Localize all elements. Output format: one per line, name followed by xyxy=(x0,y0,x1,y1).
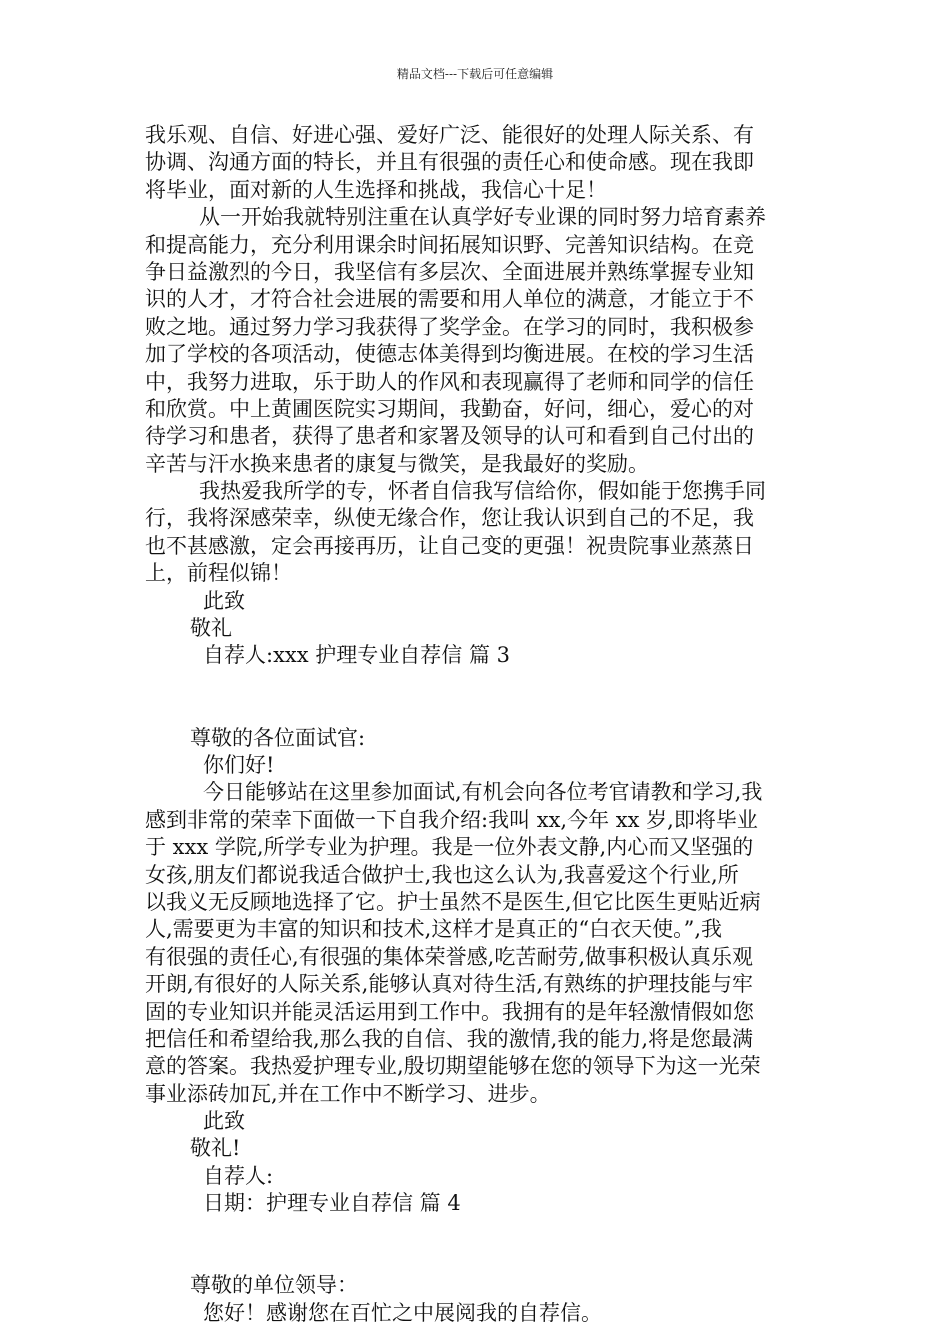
text-line: 把信任和希望给我,那么我的自信、我的激情,我的能力,将是您最满 xyxy=(145,1026,754,1051)
text-line: 固的专业知识并能灵活运用到工作中。我拥有的是年轻激情假如您 xyxy=(145,999,754,1024)
text-line: 待学习和患者，获得了患者和家署及领导的认可和看到自己付出的 xyxy=(145,424,754,449)
text-line: 和提高能力，充分利用课余时间拓展知识野、完善知识结构。在竞 xyxy=(145,232,754,257)
signature-line: 自荐人: xyxy=(203,1163,274,1188)
text-line: 识的人才，才符合社会进展的需要和用人单位的满意，才能立于不 xyxy=(145,287,754,312)
text-line: 意的答案。我热爱护理专业,殷切期望能够在您的领导下为这一光荣 xyxy=(145,1054,761,1079)
text-line: 事业添砖加瓦,并在工作中不断学习、进步。 xyxy=(145,1081,551,1106)
text-line: 协调、沟通方面的特长，并且有很强的责任心和使命感。现在我即 xyxy=(145,150,754,175)
signature-line: 自荐人:xxx 护理专业自荐信 篇 3 xyxy=(203,643,510,668)
blank-line xyxy=(145,1218,810,1245)
text-line: 辛苦与汗水换来患者的康复与微笑，是我最好的奖励。 xyxy=(145,451,649,476)
text-line: 行，我将深感荣幸，纵使无缘合作，您让我认识到自己的不足，我 xyxy=(145,506,754,531)
closing-regards: 敬礼! xyxy=(190,1136,241,1161)
text-line: 中，我努力进取，乐于助人的作风和表现赢得了老师和同学的信任 xyxy=(145,369,754,394)
text-line: 我乐观、自信、好进心强、爱好广泛、能很好的处理人际关系、有 xyxy=(145,123,754,147)
letter-salutation: 尊敬的各位面试官: xyxy=(190,725,366,750)
text-line: 争日益激烈的今日，我坚信有多层次、全面进展并熟练掌握专业知 xyxy=(145,259,754,284)
text-line: 将毕业，面对新的人生选择和挑战，我信心十足！ xyxy=(145,177,607,202)
text-line: 和欣赏。中上黄圃医院实习期间，我勤奋，好问，细心，爱心的对 xyxy=(145,396,754,421)
blank-line xyxy=(145,1245,810,1272)
page-header: 精品文档---下载后可任意编辑 xyxy=(396,67,554,81)
closing-salutation: 此致 xyxy=(203,588,245,613)
text-line: 也不甚感激，定会再接再历，让自己变的更强！祝贵院事业蒸蒸日 xyxy=(145,533,754,558)
blank-line xyxy=(145,697,810,724)
text-line: 上，前程似锦！ xyxy=(145,561,292,586)
greeting: 你们好! xyxy=(203,752,275,777)
text-line: 人,需要更为丰富的知识和技术,这样才是真正的“白衣天使。”,我 xyxy=(145,917,722,942)
text-line: 于 xxx 学院,所学专业为护理。我是一位外表文静,内心而又坚强的 xyxy=(145,835,754,860)
paragraph-start: 今日能够站在这里参加面试,有机会向各位考官请教和学习,我 xyxy=(203,780,763,805)
text-line: 败之地。通过努力学习我获得了奖学金。在学习的同时，我积极参 xyxy=(145,314,754,339)
paragraph-start: 我热爱我所学的专，怀者自信我写信给你，假如能于您携手同 xyxy=(199,479,766,504)
text-line: 以我义无反顾地选择了它。护士虽然不是医生,但它比医生更贴近病 xyxy=(145,889,761,914)
paragraph-start: 从一开始我就特别注重在认真学好专业课的同时努力培育素养 xyxy=(199,205,766,230)
text-line: 开朗,有很好的人际关系,能够认真对待生活,有熟练的护理技能与牢 xyxy=(145,972,754,997)
letter-salutation: 尊敬的单位领导： xyxy=(190,1273,358,1298)
blank-line xyxy=(145,670,810,697)
closing-salutation: 此致 xyxy=(203,1109,245,1134)
document-body xyxy=(145,122,810,1327)
text-line: 感到非常的荣幸下面做一下自我介绍:我叫 xx,今年 xx 岁,即将毕业 xyxy=(145,807,758,832)
greeting: 您好！感谢您在百忙之中展阅我的自荐信。 xyxy=(203,1300,602,1325)
text-line: 加了学校的各项活动，使德志体美得到均衡进展。在校的学习生活 xyxy=(145,342,754,367)
closing-regards: 敬礼 xyxy=(190,616,232,641)
date-line: 日期：护理专业自荐信 篇 4 xyxy=(203,1191,461,1216)
text-line: 女孩,朋友们都说我适合做护士,我也这么认为,我喜爱这个行业,所 xyxy=(145,862,739,887)
text-line: 有很强的责任心,有很强的集体荣誉感,吃苦耐劳,做事积极认真乐观 xyxy=(145,944,754,969)
